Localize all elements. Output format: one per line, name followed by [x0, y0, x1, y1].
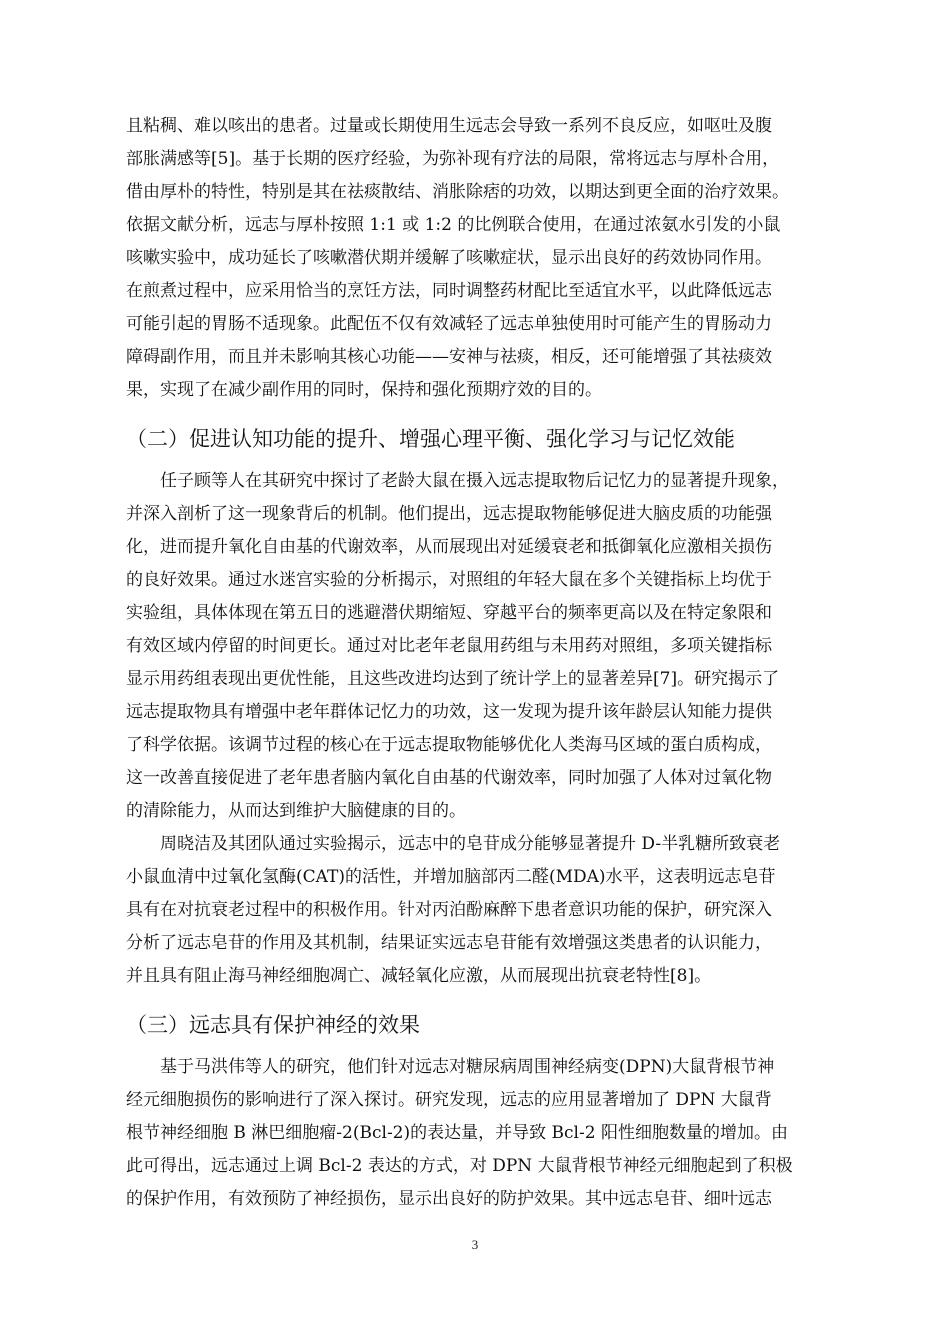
paragraph-2-line: 了科学依据。该调节过程的核心在于远志提取物能够优化人类海马区域的蛋白质构成， [126, 735, 772, 755]
paragraph-1-line: 依据文献分析，远志与厚朴按照 1:1 或 1:2 的比例联合使用，在通过浓氨水引发的小鼠 [126, 215, 781, 235]
page-number: 3 [471, 1237, 479, 1252]
paragraph-2-line: 的良好效果。通过水迷宫实验的分析揭示，对照组的年轻大鼠在多个关键指标上均优于 [126, 570, 772, 590]
paragraph-2-line: 化，进而提升氧化自由基的代谢效率，从而展现出对延缓衰老和抵御氧化应激相关损伤 [126, 537, 772, 557]
paragraph-1-line: 部胀满感等[5]。基于长期的医疗经验，为弥补现有疗法的局限，常将远志与厚朴合用， [126, 149, 780, 169]
paragraph-1-line: 且粘稠、难以咳出的患者。过量或长期使用生远志会导致一系列不良反应，如呕吐及腹 [126, 116, 772, 136]
paragraph-1-line: 可能引起的胃肠不适现象。此配伍不仅有效减轻了远志单独使用时可能产生的胃肠动力 [126, 314, 772, 334]
paragraph-2-line: 实验组，具体体现在第五日的逃避潜伏期缩短、穿越平台的频率更高以及在特定象限和 [126, 603, 772, 623]
paragraph-2-line: 的清除能力，从而达到维护大脑健康的目的。 [126, 801, 466, 821]
paragraph-4-line: 的保护作用，有效预防了神经损伤，显示出良好的防护效果。其中远志皂苷、细叶远志 [126, 1189, 772, 1209]
paragraph-3-line: 并且具有阻止海马神经细胞凋亡、减轻氧化应激，从而展现出抗衰老特性[8]。 [126, 966, 712, 986]
paragraph-3-line: 具有在对抗衰老过程中的积极作用。针对丙泊酚麻醉下患者意识功能的保护，研究深入 [126, 900, 772, 920]
paragraph-2-line: 有效区域内停留的时间更长。通过对比老年老鼠用药组与未用药对照组，多项关键指标 [126, 636, 772, 656]
paragraph-1-line: 咳嗽实验中，成功延长了咳嗽潜伏期并缓解了咳嗽症状，显示出良好的药效协同作用。 [126, 248, 772, 268]
paragraph-4-line: 此可得出，远志通过上调 Bcl-2 表达的方式，对 DPN 大鼠背根节神经元细胞起到了积极 [126, 1156, 793, 1176]
paragraph-2-line: 显示用药组表现出更优性能，且这些改进均达到了统计学上的显著差异[7]。研究揭示了 [126, 669, 780, 689]
paragraph-2-line: 这一改善直接促进了老年患者脑内氧化自由基的代谢效率，同时加强了人体对过氧化物 [126, 768, 772, 788]
paragraph-1-line: 障碍副作用，而且并未影响其核心功能——安神与祛痰，相反，还可能增强了其祛痰效 [126, 347, 772, 367]
section-heading-3: （三）远志具有保护神经的效果 [126, 1013, 420, 1037]
paragraph-4-line: 基于马洪伟等人的研究，他们针对远志对糖尿病周围神经病变(DPN)大鼠背根节神 [160, 1057, 775, 1077]
paragraph-1-line: 果，实现了在减少副作用的同时，保持和强化预期疗效的目的。 [126, 380, 602, 400]
paragraph-1-line: 借由厚朴的特性，特别是其在祛痰散结、消胀除痞的功效，以期达到更全面的治疗效果。 [126, 182, 789, 202]
paragraph-2-line: 任子顾等人在其研究中探讨了老龄大鼠在摄入远志提取物后记忆力的显著提升现象， [160, 471, 789, 491]
paragraph-4-line: 根节神经细胞 B 淋巴细胞瘤-2(Bcl-2)的表达量，并导致 Bcl-2 阳性细胞数量的增加。由 [126, 1123, 788, 1143]
paragraph-2-line: 并深入剖析了这一现象背后的机制。他们提出，远志提取物能够促进大脑皮质的功能强 [126, 504, 772, 524]
paragraph-1-line: 在煎煮过程中，应采用恰当的烹饪方法，同时调整药材配比至适宜水平，以此降低远志 [126, 281, 772, 301]
paragraph-3-line: 分析了远志皂苷的作用及其机制，结果证实远志皂苷能有效增强这类患者的认识能力， [126, 933, 772, 953]
paragraph-4-line: 经元细胞损伤的影响进行了深入探讨。研究发现，远志的应用显著增加了 DPN 大鼠背 [126, 1090, 772, 1110]
paragraph-2-line: 远志提取物具有增强中老年群体记忆力的功效，这一发现为提升该年龄层认知能力提供 [126, 702, 772, 722]
paragraph-3-line: 周晓洁及其团队通过实验揭示，远志中的皂苷成分能够显著提升 D-半乳糖所致衰老 [160, 834, 781, 854]
section-heading-2: （二）促进认知功能的提升、增强心理平衡、强化学习与记忆效能 [126, 427, 735, 451]
paragraph-3-line: 小鼠血清中过氧化氢酶(CAT)的活性，并增加脑部丙二醛(MDA)水平，这表明远志皂苷 [126, 867, 776, 887]
